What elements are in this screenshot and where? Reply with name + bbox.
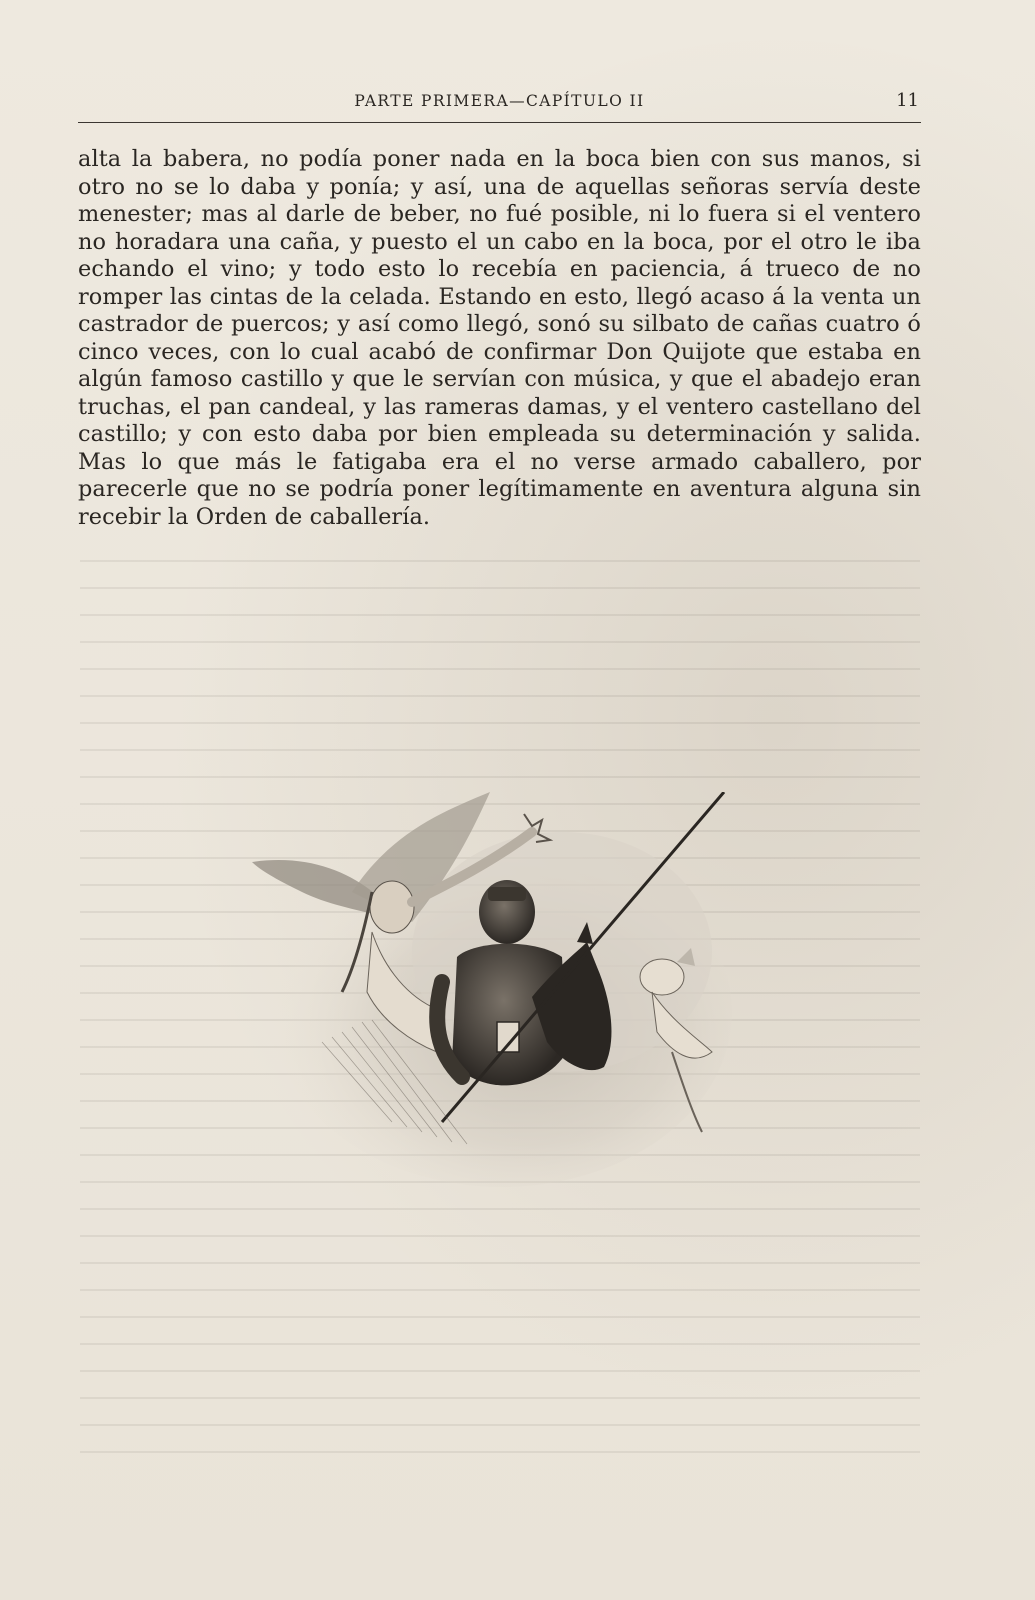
- body-paragraph: alta la babera, no podía poner nada en la boca bien con sus manos, si otro no se lo daba y ponía; y así, una de aquellas señoras servía deste menester; mas al darle de beber, no fué posible, ni lo fuera si el ventero no horadara una caña, y puesto el un cabo en la boca, por el otro le iba echando el vino; y todo esto lo recebía en paciencia, á trueco de no romper las cintas de la celada. Estando en esto, llegó acaso á la venta un castrador de puercos; y así como llegó, sonó su silbato de cañas cuatro ó cinco veces, con lo cual acabó de confirmar Don Quijote que estaba en algún famoso castillo y que le servían con música, y que el abadejo eran truchas, el pan candeal, y las rameras damas, y el ventero castellano del castillo; y con esto daba por bien empleada su determinación y salida. Mas lo que más le fatigaba era el no verse armado caballero, por parecerle que no se podría poner legítimamente en aventura alguna sin recebir la Orden de caballería.: [78, 146, 921, 530]
- page-header: [78, 88, 921, 123]
- page-number: 11: [896, 90, 919, 111]
- running-head: PARTE PRIMERA—CAPÍTULO II: [354, 92, 645, 110]
- engraving-image: [232, 792, 736, 1188]
- engraving-knight-with-angels: [232, 792, 736, 1188]
